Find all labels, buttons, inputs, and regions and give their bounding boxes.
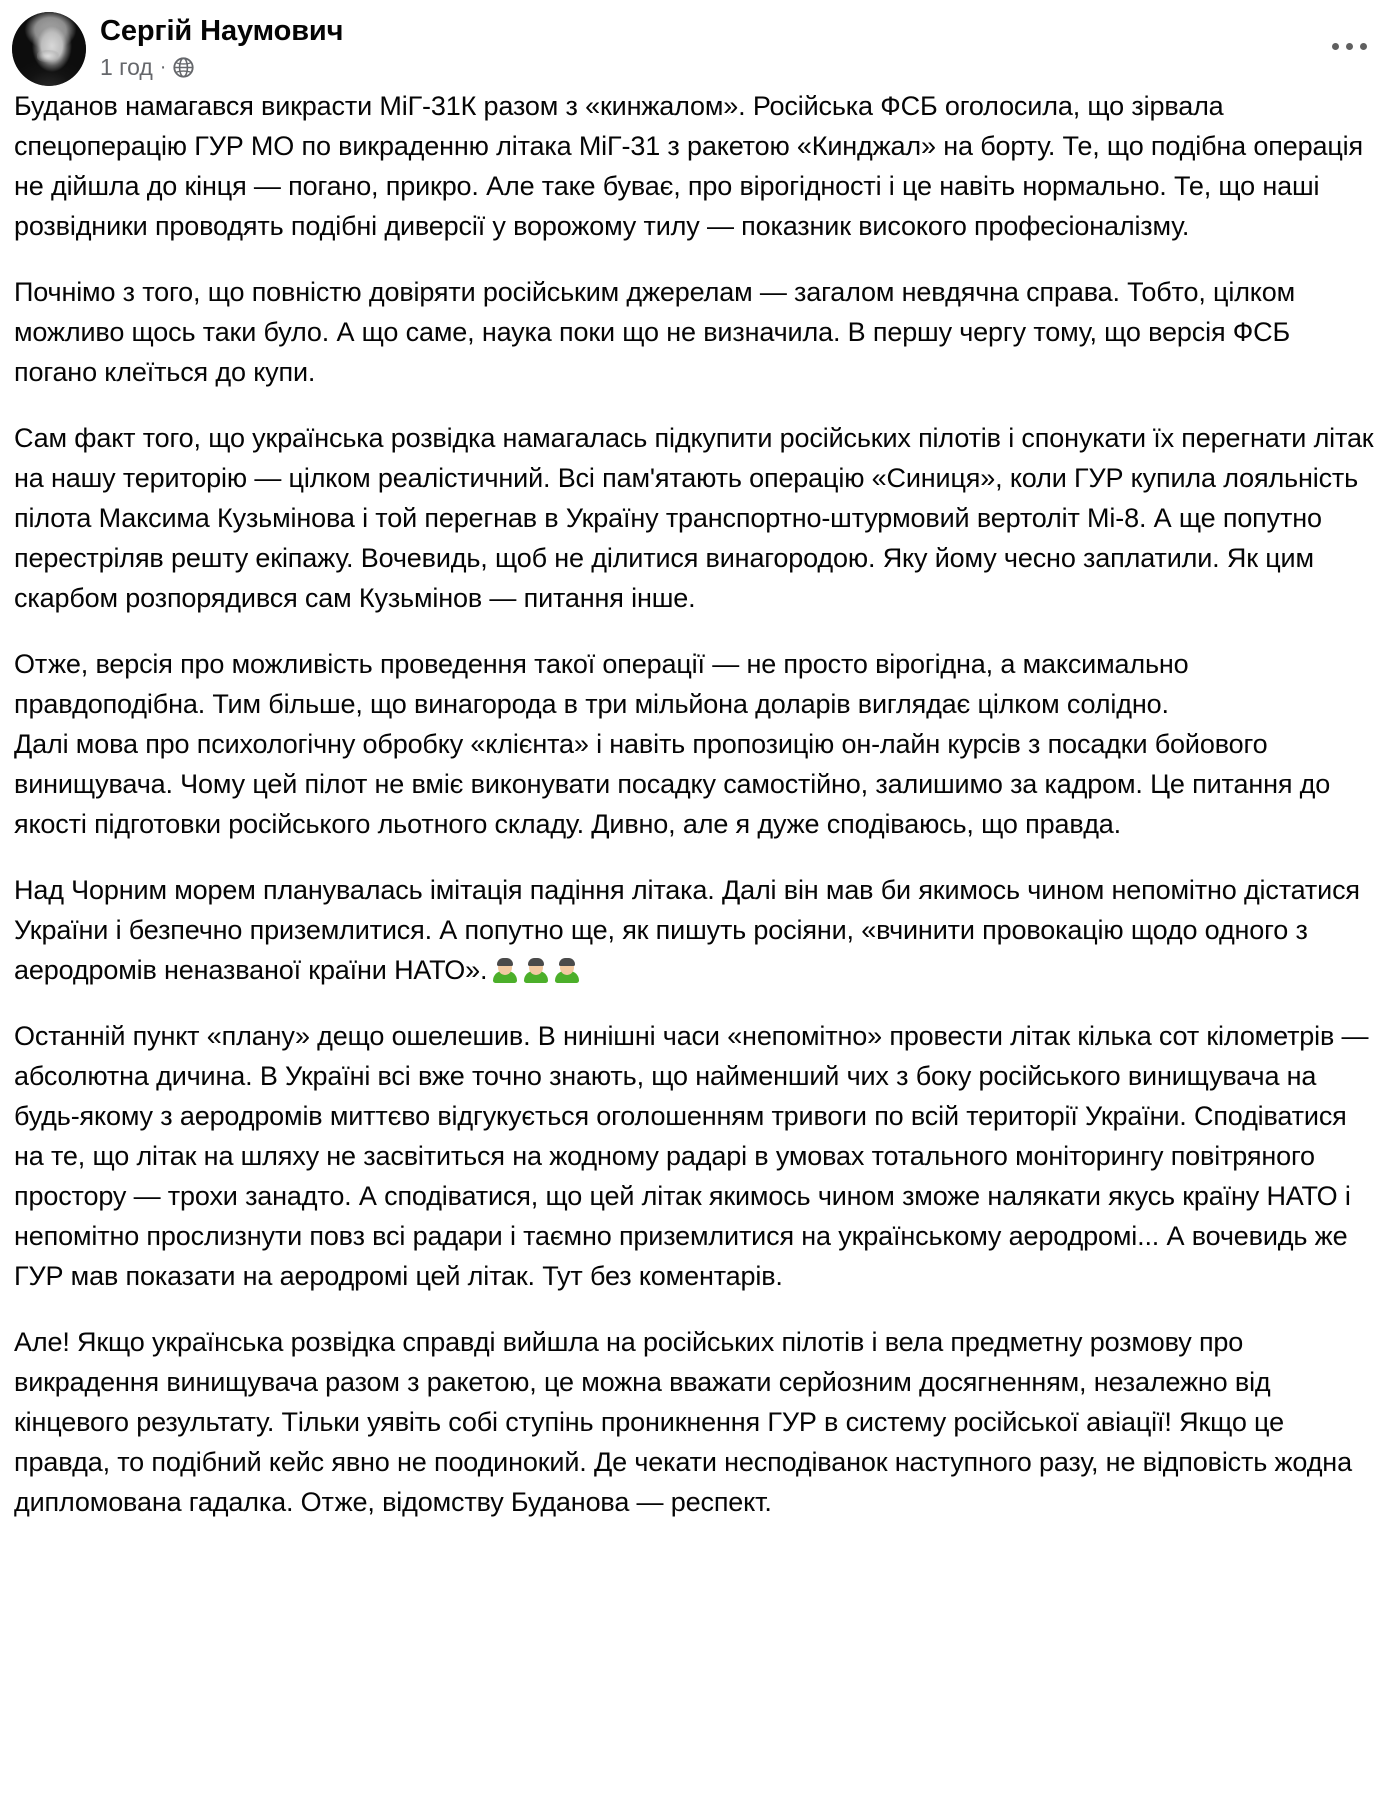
post-paragraph-5: Далі мова про психологічну обробку «клієнта» і навіть пропозицію он-лайн курсів з посадки бойового винищувача. Чому цей пілот не вміє виконувати посадку самостійно, залишимо за кадром. Це питання до якості підготовки російського льотного складу. Дивно, але я дуже сподіваюсь, що правда.	[14, 729, 1331, 839]
ellipsis-dot-1	[1332, 43, 1339, 50]
post-header-text	[100, 10, 343, 80]
post-paragraph-3: Сам факт того, що українська розвідка намагалась підкупити російських пілотів і спонукати їх перегнати літак на нашу територію — цілком реалістичний. Всі пам'ятають операцію «Синиця», коли ГУР купила лояльність пілота Максима Кузьмінова і той перегнав в Україну транспортно-штурмовий вертоліт Мі-8. А ще попутно перестріляв решту екіпажу. Вочевидь, щоб не ділитися винагородою. Яку йому чесно заплатили. Як цим скарбом розпорядився сам Кузьмінов — питання інше.	[14, 423, 1374, 613]
ellipsis-dot-3	[1360, 43, 1367, 50]
post-paragraph-6-text: Над Чорним морем планувалась імітація падіння літака. Далі він мав би якимось чином непомітно дістатися України і безпечно приземлитися. А попутно ще, як пишуть росіяни, «вчинити провокацію щодо одного з аеродромів неназваної країни НАТО».	[14, 875, 1360, 985]
globe-public-icon[interactable]	[173, 57, 194, 78]
post-paragraph-2: Почнімо з того, що повністю довіряти російським джерелам — загалом невдячна справа. Тобто, цілком можливо щось таки було. А що саме, наука поки що не визначила. В першу чергу тому, що версія ФСБ погано клеїться до купи.	[14, 277, 1296, 387]
person-emoji-3	[554, 957, 580, 983]
avatar-photo	[12, 12, 86, 86]
post-header	[0, 0, 1400, 86]
post-meta	[100, 54, 343, 80]
avatar[interactable]	[12, 12, 86, 86]
post-body	[0, 86, 1400, 1522]
ellipsis-dot-2	[1346, 43, 1353, 50]
post-paragraph-1: Буданов намагався викрасти МіГ-31К разом з «кинжалом». Російська ФСБ оголосила, що зірвала спецоперацію ГУР МО по викраденню літака МіГ-31 з ракетою «Кинджал» на борту. Те, що подібна операція не дійшла до кінця — погано, прикро. Але таке буває, про вірогідності і це навіть нормально. Те, що наші розвідники проводять подібні диверсії у ворожому тилу — показник високого професіоналізму.	[14, 91, 1363, 241]
post-paragraph-4: Отже, версія про можливість проведення такої операції — не просто вірогідна, а максимально правдоподібна. Тим більше, що винагорода в три мільйона доларів виглядає цілком солідно.	[14, 649, 1189, 719]
post-paragraph-7: Останній пункт «плану» дещо ошелешив. В нинішні часи «непомітно» провести літак кілька сот кілометрів — абсолютна дичина. В Україні всі вже точно знають, що найменший чих з боку російського винищувача на будь-якому з аеродромів миттєво відгукується оголошенням тривоги по всій території України. Сподіватися на те, що літак на шляху не засвітиться на жодному радарі в умовах тотального моніторингу повітряного простору — трохи занадто. А сподіватися, що цей літак якимось чином зможе налякати якусь країну НАТО і непомітно прослизнути повз всі радари і таємно приземлитися на українському аеродромі... А вочевидь же ГУР мав показати на аеродромі цей літак. Тут без коментарів.	[14, 1021, 1369, 1291]
post-options-button[interactable]	[1320, 28, 1378, 64]
person-emoji-1	[492, 957, 518, 983]
post-paragraph-6	[14, 870, 1378, 990]
post-paragraph-8: Але! Якщо українська розвідка справді вийшла на російських пілотів і вела предметну розмову про викрадення винищувача разом з ракетою, це можна вважати серйозним досягненням, незалежно від кінцевого результату. Тільки уявіть собі ступінь проникнення ГУР в систему російської авіації! Якщо це правда, то подібний кейс явно не поодинокий. Де чекати несподіванок наступного разу, не відповість жодна дипломована гадалка. Отже, відомству Буданова — респект.	[14, 1327, 1352, 1517]
meta-separator: ·	[159, 56, 167, 78]
author-name[interactable]: Сергій Наумович	[100, 15, 344, 47]
post-timestamp[interactable]: 1 год	[100, 54, 153, 80]
person-emoji-2	[523, 957, 549, 983]
